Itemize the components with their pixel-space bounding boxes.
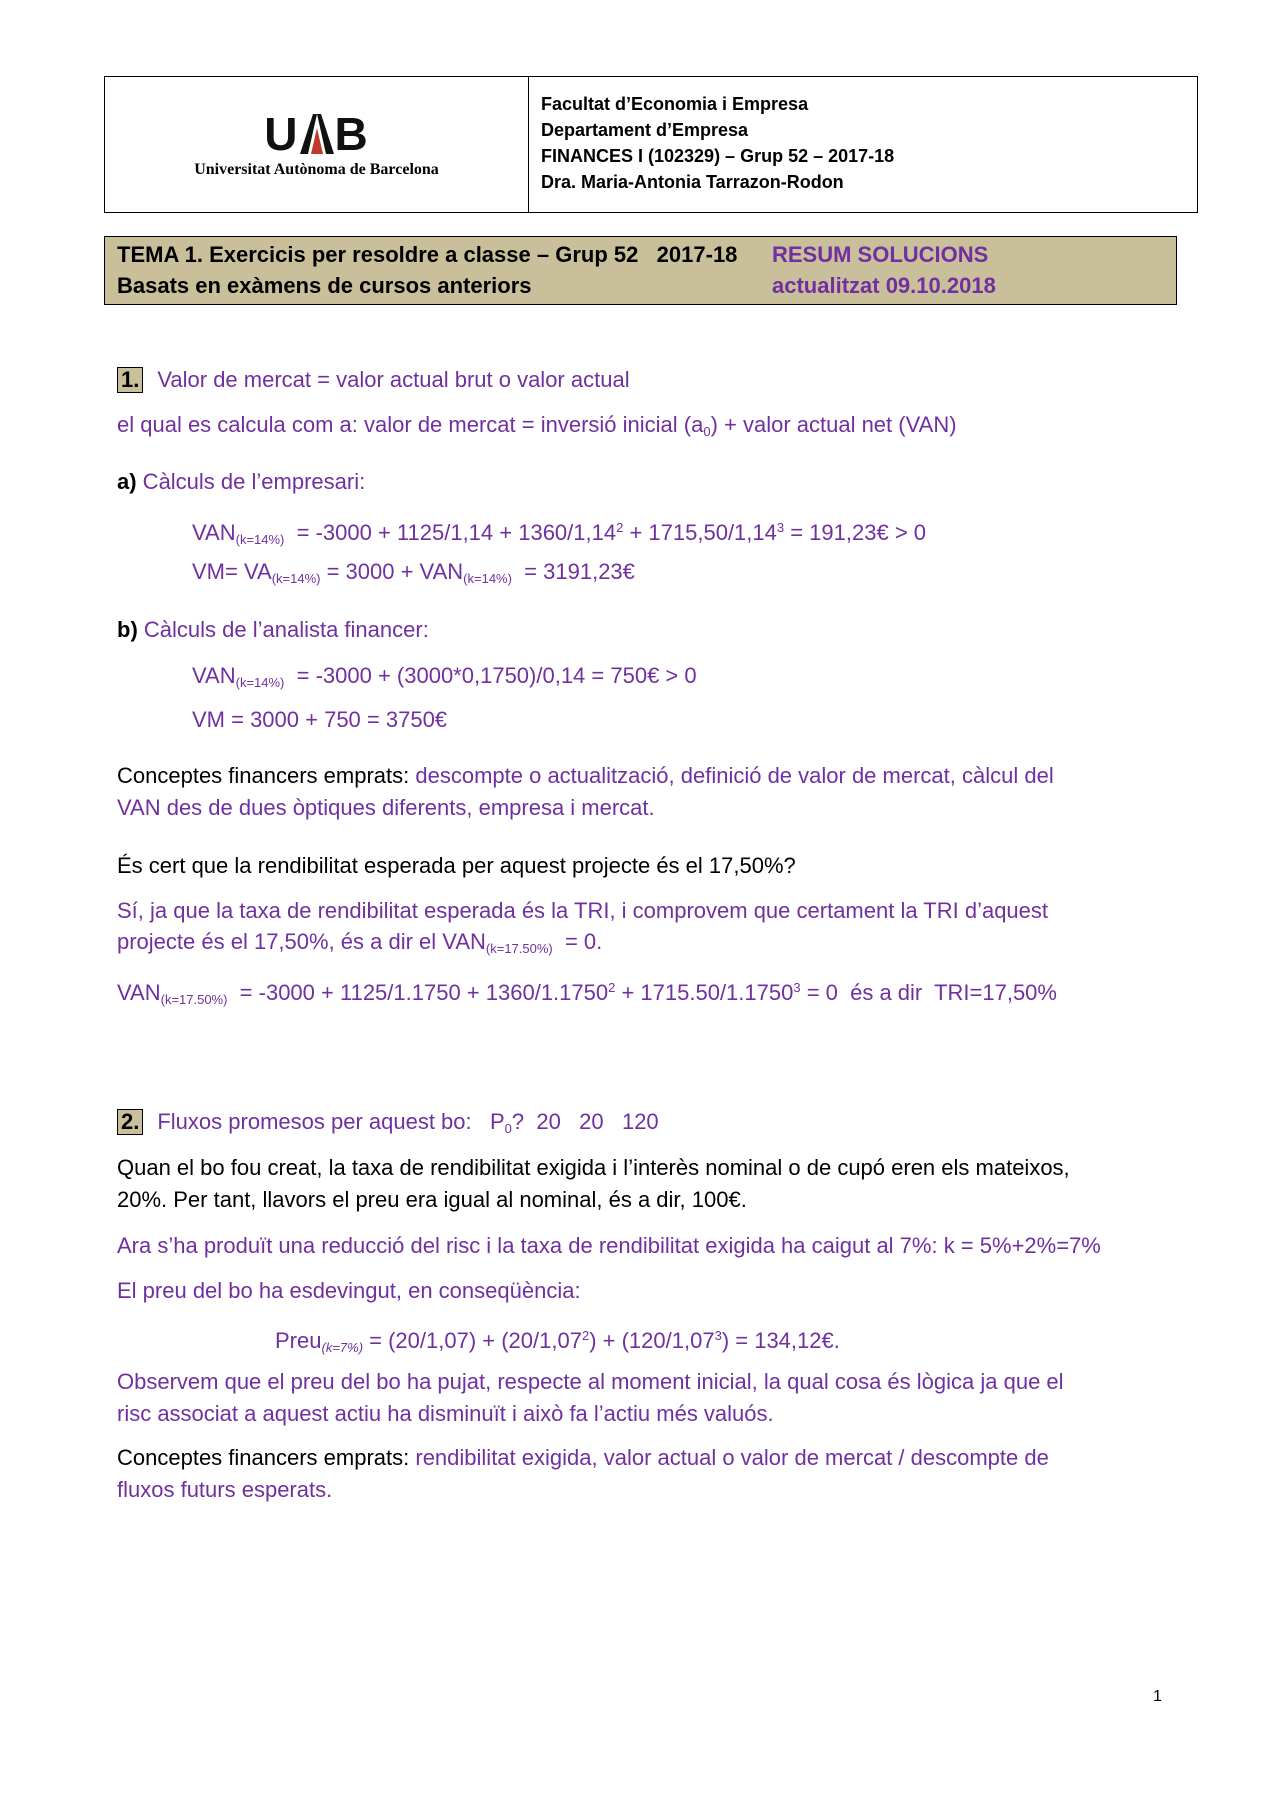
q2-price-formula: Preu$_{(k=7\%)}$ = $(20/1,07) + (20/1,07^2) + (120/1,07^3)$ = 134,12€. [275,1328,840,1355]
university-logo [105,77,529,212]
faculty-line: Facultat d’Economia i Empresa [541,94,809,114]
q1-answer-line2: projecte és el 17,50%, és a dir el $VAN_{(k=17.50\%)} = 0$. [117,929,603,956]
q2-para4-line2: risc associat a aquest actiu ha disminuït i això fa l’actiu més valuós. [117,1401,774,1426]
q2-para1-line1: Quan el bo fou creat, la taxa de rendibilitat exigida i l’interès nominal o de cupó eren els mateixos, [117,1155,1070,1180]
q2-para2: Ara s’ha produït una reducció del risc i la taxa de rendibilitat exigida ha caigut al 7%: k = 5%+2%=7% [117,1233,1101,1258]
title-box [104,236,1177,305]
title-summary: RESUM SOLUCIONS [772,242,989,267]
q2-concepts-cont: fluxos futurs esperats. [117,1477,333,1502]
q1-b-title: b) Càlculs de l’analista financer: [117,617,429,642]
document-header [104,76,1198,213]
page-number: 1 [1153,1688,1162,1705]
logo-mark: U B [264,107,369,160]
university-name: Universitat Autònoma de Barcelona [194,160,439,178]
q2-concepts: Conceptes financers emprats: rendibilitat exigida, valor actual o valor de mercat / descompte de [117,1445,1049,1470]
q2-number: 2. [117,1109,143,1135]
header-info [529,77,1197,212]
q2-para1-line2: 20%. Per tant, llavors el preu era igual al nominal, és a dir, 100€. [117,1187,747,1212]
q1-b-formula-vm: VM = 3000 + 750 = 3750€ [192,707,448,732]
logo-a-icon [300,114,334,154]
q1-answer-formula: $VAN_{(k=17.50\%)} = -3000 + 1125/1.1750 + 1360/1.1750^2 + 1715.50/1.1750^3 = 0$ és a dir TRI=17,50% [117,980,1057,1007]
q1-line2: el qual es calcula com a: valor de mercat = inversió inicial $(a_0)$ + valor actual net (VAN) [117,412,957,439]
q1-concepts-cont: VAN des de dues òptiques diferents, empresa i mercat. [117,795,655,820]
q1-a-formula-vm: $VM= VA_{(k=14\%)} = 3000 + VAN_{(k=14\%)}$ = 3191,23€ [192,559,635,586]
department-line: Departament d’Empresa [541,120,749,140]
title-main: TEMA 1. Exercicis per resoldre a classe – Grup 52 2017-18 [117,242,738,267]
q2-para4-line1: Observem que el preu del bo ha pujat, respecte al moment inicial, la qual cosa és lògica ja que el [117,1369,1064,1394]
q1-question: És cert que la rendibilitat esperada per aquest projecte és el 17,50%? [117,853,796,878]
course-line: FINANCES I (102329) – Grup 52 – 2017-18 [541,146,895,166]
q2-para3: El preu del bo ha esdevingut, en conseqüència: [117,1278,581,1303]
q1-heading: 1. Valor de mercat = valor actual brut o valor actual [117,366,630,394]
q1-a-formula-van: $VAN_{(k=14\%)} = -3000 + 1125/1,14 + 1360/1,14^2 + 1715,50/1,14^3$ = 191,23€ > 0 [192,520,927,547]
q1-answer-line1: Sí, ja que la taxa de rendibilitat esperada és la TRI, i comprovem que certament la TRI d’aquest [117,898,1049,923]
title-updated: actualitzat 09.10.2018 [772,273,996,298]
q1-concepts: Conceptes financers emprats: descompte o actualització, definició de valor de mercat, càlcul del [117,763,1054,788]
title-sub: Basats en exàmens de cursos anteriors [117,273,532,298]
professor-line: Dra. Maria-Antonia Tarrazon-Rodon [541,172,844,192]
q1-number: 1. [117,367,143,393]
q2-heading: 2. Fluxos promesos per aquest bo: $P_0$? 20 20 120 [117,1108,659,1143]
q1-b-formula-van: $VAN_{(k=14\%)} = -3000 + (3000*0,1750)/0,14$ = 750€ > 0 [192,663,697,690]
q1-a-title: a) Càlculs de l’empresari: [117,469,366,494]
